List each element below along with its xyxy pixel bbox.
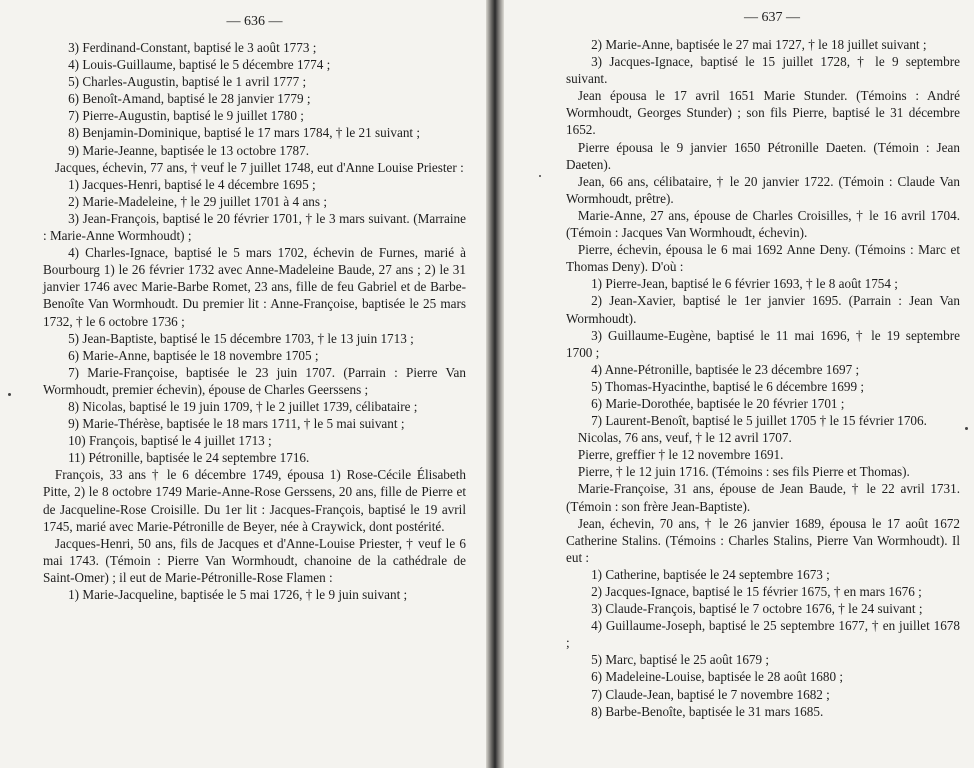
paragraph: Jean, 66 ans, célibataire, † le 20 janvier 1722. (Témoin : Claude Van Wormhoudt, prêtre). — [566, 173, 960, 206]
paragraph: 2) Marie-Anne, baptisée le 27 mai 1727, † le 18 juillet suivant ; — [591, 37, 927, 52]
paragraph: 4) Anne-Pétronille, baptisée le 23 décembre 1697 ; — [591, 361, 860, 377]
paragraph: Pierre, échevin, épousa le 6 mai 1692 Anne Deny. (Témoins : Marc et Thomas Deny). D'où : — [566, 242, 960, 275]
paragraph: 4) Louis-Guillaume, baptisé le 5 décembre 1774 ; — [68, 57, 331, 73]
paragraph: 1) Pierre-Jean, baptisé le 6 février 1693, † le 8 août 1754 ; — [591, 276, 898, 292]
scan-speck — [8, 393, 11, 396]
paragraph: François, 33 ans † le 6 décembre 1749, épousa 1) Rose-Cécile Élisabeth Pitte, 2) le 8 octobre 1749 Marie-Anne-Rose Gerssens, 20 ans, fille de Pierre et de Jacqueline-Rose Croisille. Du 1er lit : Jacques-François, baptisé le 19 avril 1745, marié avec Marie-Pétronille de Beyer, née à Craywick, dont postérité. — [43, 467, 466, 534]
paragraph: 6) Marie-Dorothée, baptisée le 20 février 1701 ; — [591, 395, 845, 411]
paragraph: 8) Nicolas, baptisé le 19 juin 1709, † le 2 juillet 1739, célibataire ; — [68, 398, 418, 414]
paragraph: Jean, échevin, 70 ans, † le 26 janvier 1689, épousa le 17 août 1672 Catherine Stalins. (Témoins : Charles Stalins, Pierre Van Wormhoudt). Il eut : — [566, 515, 960, 565]
paragraph: 5) Jean-Baptiste, baptisé le 15 décembre 1703, † le 13 juin 1713 ; — [68, 330, 414, 346]
paragraph: Marie-Françoise, 31 ans, épouse de Jean Baude, † le 22 avril 1731. (Témoin : son frère Jean-Baptiste). — [566, 481, 960, 514]
paragraph: 4) Charles-Ignace, baptisé le 5 mars 1702, échevin de Furnes, marié à Bourbourg 1) le 26 février 1732 avec Anne-Madeleine Baude, 27 ans ; 2) le 31 janvier 1746 avec Marie-Barbe Romet, 23 ans, fille de feu Gabriel et de Barbe-Benoîte Van Wormhoudt. Du premier lit : Anne-Françoise, baptisée le 25 mars 1732, † le 6 octobre 1736 ; — [43, 245, 466, 329]
paragraph: Jean épousa le 17 avril 1651 Marie Stunder. (Témoins : André Wormhoudt, Georges Stunder) ; son fils Pierre, baptisé le 31 décembre 1652. — [566, 88, 960, 138]
paragraph: Pierre épousa le 9 janvier 1650 Pétronille Daeten. (Témoin : Jean Daeten). — [566, 139, 960, 172]
page-number-left: — 636 — — [226, 14, 283, 29]
paragraph: Jacques-Henri, 50 ans, fils de Jacques et d'Anne-Louise Priester, † veuf le 6 mai 1743. (Témoin : Pierre Van Wormhoudt, chanoine de la cathédrale de Saint-Omer) ; il eut de Marie-Pétronille-Rose Flamen : — [43, 535, 466, 585]
paragraph: Pierre, greffier † le 12 novembre 1691. — [577, 447, 784, 463]
paragraph: 8) Benjamin-Dominique, baptisé le 17 mars 1784, † le 21 suivant ; — [68, 125, 421, 141]
paragraph: 1) Marie-Jacqueline, baptisée le 5 mai 1726, † le 9 juin suivant ; — [68, 587, 408, 602]
paragraph: 7) Marie-Françoise, baptisée le 23 juin 1707. (Parrain : Pierre Van Wormhoudt, premier échevin), épouse de Charles Geerssens ; — [43, 364, 466, 397]
page-number-right: — 637 — — [744, 10, 800, 25]
paragraph: 3) Jacques-Ignace, baptisé le 15 juillet 1728, † le 9 septembre suivant. — [566, 54, 960, 87]
left-page-body — [43, 39, 466, 603]
paragraph: 7) Laurent-Benoît, baptisé le 5 juillet 1705 † le 15 février 1706. — [591, 413, 927, 429]
paragraph: 3) Claude-François, baptisé le 7 octobre 1676, † le 24 suivant ; — [591, 601, 923, 617]
right-page — [502, 0, 974, 768]
paragraph: 2) Marie-Madeleine, † le 29 juillet 1701 à 4 ans ; — [68, 193, 327, 209]
paragraph: 6) Marie-Anne, baptisée le 18 novembre 1705 ; — [68, 347, 319, 363]
paragraph: 7) Claude-Jean, baptisé le 7 novembre 1682 ; — [591, 686, 830, 702]
paragraph: Nicolas, 76 ans, veuf, † le 12 avril 1707. — [577, 430, 792, 446]
paragraph: 7) Pierre-Augustin, baptisé le 9 juillet 1780 ; — [68, 108, 304, 124]
paragraph: 11) Pétronille, baptisée le 24 septembre 1716. — [68, 450, 310, 466]
paragraph: 10) François, baptisé le 4 juillet 1713 ; — [68, 433, 272, 449]
paragraph: 3) Ferdinand-Constant, baptisé le 3 août 1773 ; — [68, 40, 317, 55]
paragraph: 6) Madeleine-Louise, baptisée le 28 août 1680 ; — [591, 669, 844, 685]
scan-speck — [539, 175, 541, 177]
paragraph: 1) Catherine, baptisée le 24 septembre 1673 ; — [591, 566, 830, 582]
paragraph: 8) Barbe-Benoîte, baptisée le 31 mars 1685. — [591, 703, 824, 719]
paragraph: 1) Jacques-Henri, baptisé le 4 décembre 1695 ; — [68, 176, 316, 192]
right-page-body — [566, 36, 960, 720]
scan-speck — [965, 427, 968, 430]
paragraph: 9) Marie-Jeanne, baptisée le 13 octobre 1787. — [68, 142, 310, 158]
paragraph: 5) Marc, baptisé le 25 août 1679 ; — [591, 652, 770, 668]
paragraph: Jacques, échevin, 77 ans, † veuf le 7 juillet 1748, eut d'Anne Louise Priester : — [54, 159, 464, 175]
paragraph: 2) Jean-Xavier, baptisé le 1er janvier 1695. (Parrain : Jean Van Wormhoudt). — [566, 293, 960, 326]
paragraph: 6) Benoît-Amand, baptisé le 28 janvier 1779 ; — [68, 91, 311, 107]
paragraph: 2) Jacques-Ignace, baptisé le 15 février 1675, † en mars 1676 ; — [591, 584, 922, 599]
paragraph: Pierre, † le 12 juin 1716. (Témoins : ses fils Pierre et Thomas). — [577, 464, 910, 480]
paragraph: 4) Guillaume-Joseph, baptisé le 25 septembre 1677, † en juillet 1678 ; — [566, 618, 960, 651]
paragraph: Marie-Anne, 27 ans, épouse de Charles Croisilles, † le 16 avril 1704. (Témoin : Jacques Van Wormhoudt, échevin). — [566, 207, 960, 241]
paragraph: 3) Jean-François, baptisé le 20 février 1701, † le 3 mars suivant. (Marraine : Marie-Anne Wormhoudt) ; — [43, 210, 466, 244]
paragraph: 3) Guillaume-Eugène, baptisé le 11 mai 1696, † le 19 septembre 1700 ; — [566, 327, 960, 360]
paragraph: 9) Marie-Thérèse, baptisée le 18 mars 1711, † le 5 mai suivant ; — [68, 416, 405, 432]
paragraph: 5) Charles-Augustin, baptisé le 1 avril 1777 ; — [68, 74, 307, 90]
paragraph: 5) Thomas-Hyacinthe, baptisé le 6 décembre 1699 ; — [591, 378, 865, 394]
